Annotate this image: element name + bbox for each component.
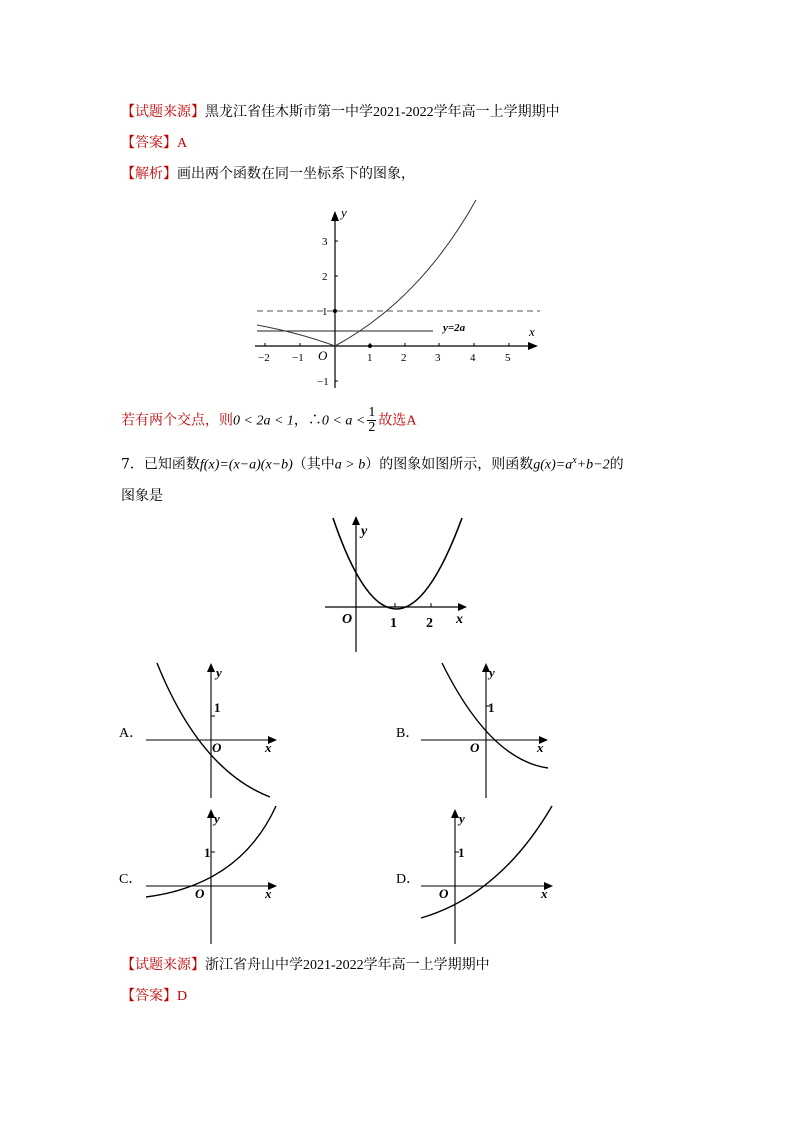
x-axis-arrow — [528, 342, 538, 350]
option-d-label[interactable]: D． — [396, 872, 421, 887]
figure-2-parabola — [320, 514, 470, 654]
y-tick-label: 2 — [322, 271, 328, 283]
conclusion-choose: 故选 — [378, 412, 407, 429]
source-tag: 【试题来源】 — [121, 104, 205, 120]
point-0-1 — [333, 309, 337, 313]
analysis-tag: 【解析】 — [121, 166, 177, 182]
exp-curve-a — [157, 663, 270, 797]
x-axis-label: x — [541, 886, 548, 901]
line-label: y=2a — [443, 322, 466, 334]
q6-source-line — [121, 102, 560, 123]
figure-1-graph — [250, 200, 550, 395]
x-tick-label: 3 — [435, 352, 441, 364]
origin-label: O — [439, 886, 449, 901]
origin-label: O — [470, 740, 480, 755]
y-tick-label: 1 — [322, 306, 328, 318]
option-a-graph[interactable] — [143, 660, 283, 800]
q6-answer-line — [121, 133, 187, 154]
parabola-curve — [333, 518, 462, 609]
x-tick-label: 4 — [470, 352, 476, 364]
q7-number: 7．已知函数 — [121, 456, 200, 473]
y-axis-label: y — [361, 524, 368, 539]
x-tick-label: 1 — [367, 352, 373, 364]
conclusion-text: 若有两个交点，则 — [121, 412, 233, 429]
y-axis-arrow — [331, 211, 339, 221]
y-axis-label: y — [489, 665, 495, 680]
option-a-label[interactable]: A． — [119, 726, 144, 741]
x-tick-label: −2 — [258, 352, 270, 364]
fraction-denominator: 2 — [368, 420, 376, 435]
source-school: 浙江省舟山中学 — [205, 957, 303, 973]
option-d-graph[interactable] — [418, 806, 558, 946]
origin-label: O — [212, 740, 222, 755]
x-tick-label: −1 — [292, 352, 304, 364]
q7-gx-tail: +b−2 — [576, 457, 610, 473]
q7-stem-line-2 — [121, 486, 163, 506]
tick-label-2: 2 — [426, 616, 433, 631]
x-axis-label: x — [529, 324, 535, 339]
x-axis-label: x — [537, 740, 544, 755]
source-tag: 【试题来源】 — [121, 957, 205, 973]
x-axis-label: x — [456, 612, 463, 627]
source-year: 2021-2022 — [373, 105, 434, 120]
q7-gx-exponent: x — [572, 455, 577, 466]
x-tick-label: 5 — [505, 352, 511, 364]
origin-label: O — [342, 612, 353, 627]
origin-label: O — [318, 348, 328, 363]
exp-curve-d — [421, 806, 552, 918]
x-tick-label: 2 — [401, 352, 407, 364]
answer-value: D — [177, 989, 188, 1004]
q6-analysis-line — [121, 164, 415, 184]
y-tick-label: −1 — [317, 376, 329, 388]
option-b-graph[interactable] — [418, 660, 558, 800]
q7-cond-close: ）的图象如图所示，则函数 — [365, 456, 534, 473]
y-axis-label: y — [216, 665, 222, 680]
source-term: 学年高一上学期期中 — [363, 957, 490, 973]
answer-tag: 【答案】 — [121, 135, 177, 151]
y-axis-label: y — [214, 811, 220, 826]
x-axis-label: x — [265, 740, 272, 755]
tick-label-1: 1 — [390, 616, 397, 631]
point-1-0 — [368, 344, 372, 348]
q7-tail: 的 — [609, 456, 624, 473]
q7-answer-line — [121, 986, 187, 1007]
option-c-label[interactable]: C． — [119, 872, 143, 887]
conclusion-choice: A — [406, 413, 417, 429]
tick-label-1: 1 — [458, 845, 465, 860]
x-axis-label: x — [265, 886, 272, 901]
exp-curve-b — [442, 663, 548, 768]
y-axis-label: y — [341, 205, 347, 220]
tick-label-1: 1 — [214, 700, 221, 715]
q7-fx: f(x)=(x−a)(x−b) — [199, 457, 293, 473]
tick-label-1: 1 — [204, 845, 211, 860]
q7-gx: g(x)=a — [533, 457, 573, 473]
fraction-numerator: 1 — [368, 405, 376, 420]
y-axis-label: y — [459, 811, 465, 826]
y-tick-label: 3 — [322, 236, 328, 248]
source-year: 2021-2022 — [303, 958, 364, 973]
curve-left — [257, 325, 335, 346]
analysis-text: 画出两个函数在同一坐标系下的图象， — [177, 166, 415, 182]
q7-line2: 图象是 — [121, 488, 163, 504]
origin-label: O — [195, 886, 205, 901]
q7-cond: a > b — [334, 457, 366, 473]
option-c-graph[interactable] — [143, 806, 283, 946]
q7-cond-open: （其中 — [292, 456, 335, 473]
answer-tag: 【答案】 — [121, 988, 177, 1004]
source-term: 学年高一上学期期中 — [433, 104, 560, 120]
conclusion-inequality-2: 0 < a < — [321, 413, 366, 429]
conclusion-inequality-1: 0 < 2a < 1 — [233, 413, 294, 429]
fraction-one-half — [367, 406, 376, 435]
x-axis-arrow — [458, 603, 467, 611]
q6-conclusion-line — [121, 406, 416, 436]
y-axis-arrow — [352, 516, 360, 525]
q7-stem-line — [121, 451, 624, 476]
answer-value: A — [177, 136, 188, 151]
conclusion-separator: ，∴ — [293, 412, 322, 429]
option-b-label[interactable]: B． — [396, 726, 420, 741]
q7-source-line — [121, 955, 490, 976]
source-school: 黑龙江省佳木斯市第一中学 — [205, 104, 373, 120]
tick-label-1: 1 — [488, 700, 495, 715]
